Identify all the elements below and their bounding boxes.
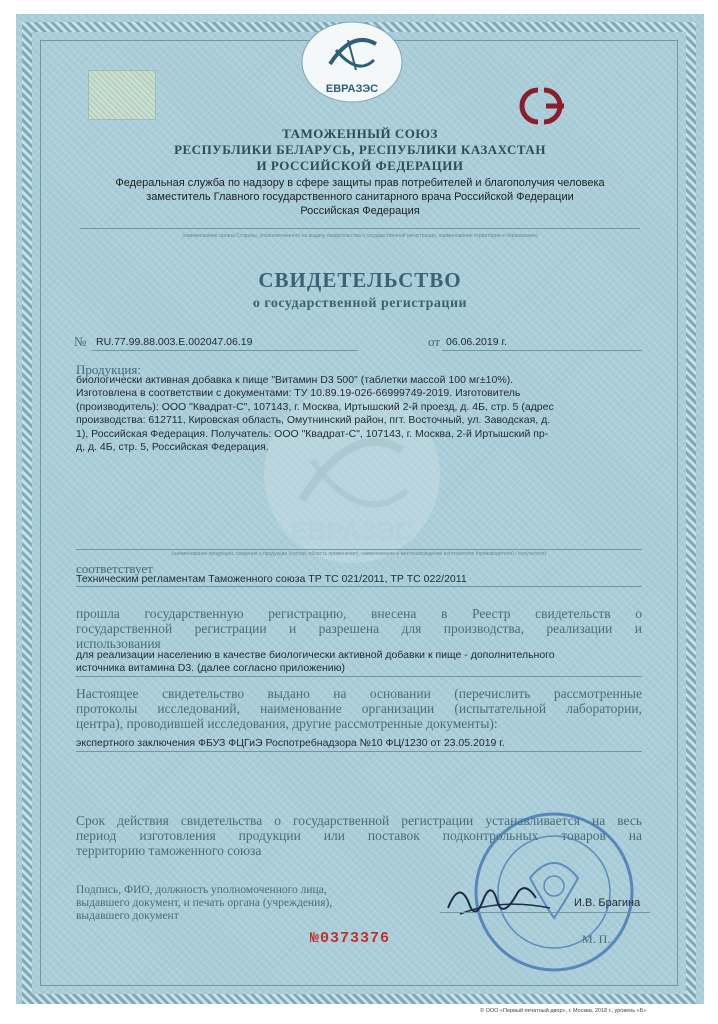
registration-line-1: прошла государственную регистрацию, внесена в Реестр свидетельств о <box>76 606 642 621</box>
logo-text: ЕВРАЗЭС <box>325 83 379 95</box>
conformity-label: соответствует <box>76 561 153 576</box>
header-line-1: ТАМОЖЕННЫЙ СОЮЗ <box>282 126 438 141</box>
agency-line-3: Российская Федерация <box>300 205 420 217</box>
agency-line-2: заместитель Главного государственного санитарного врача Российской Федерации <box>146 191 574 203</box>
basis-text: экспертного заключения ФБУЗ ФЦГиЭ Роспотребнадзора №10 ФЦ/1230 от 23.05.2019 г. <box>76 737 505 749</box>
signatory-name: И.В. Брагина <box>574 897 641 909</box>
date-rule <box>442 350 642 351</box>
product-line: (производитель): ООО "Квадрат-С", 107143, г. Москва, Иртышский 2-й проезд, д. 4Б, стр. 5 (адрес <box>76 400 554 413</box>
basis-line-2: протоколы исследований, наименование организации (испытательной лаборатории, <box>76 701 642 716</box>
header-line-3: И РОССИЙСКОЙ ФЕДЕРАЦИИ <box>256 158 464 173</box>
number-rule <box>92 350 358 351</box>
conformity-rule <box>76 586 642 587</box>
number-prefix: № <box>74 334 87 349</box>
registration-line-3: использования <box>76 636 161 651</box>
printer-imprint: © ООО «Первый печатный двор», г. Москва, 2018 г., уровень «Б» <box>480 1008 647 1014</box>
eurasec-emblem-icon <box>300 20 404 104</box>
signature-icon <box>440 868 560 928</box>
product-line: д, д. 4Б, стр. 5, Российская Федерация. <box>76 441 269 454</box>
hologram-sticker <box>88 70 156 120</box>
product-rule <box>76 549 642 550</box>
validity-line-2: период изготовления продукции или поставок подконтрольных товаров на <box>76 828 642 843</box>
signature-rule <box>440 912 650 913</box>
signature-label <box>76 884 332 923</box>
stamp-place-label: М. П. <box>582 932 611 946</box>
product-description <box>76 374 642 454</box>
basis-rule <box>76 751 642 752</box>
usage-line-2: источника витамина D3. (далее согласно приложению) <box>76 662 346 674</box>
usage-line-1: для реализации населению в качестве биологически активной добавки к пище - дополнительного <box>76 649 555 661</box>
conformity-text: Техническим регламентам Таможенного союза ТР ТС 021/2011, ТР ТС 022/2011 <box>76 573 467 585</box>
registration-line-2: государственной регистрации и разрешена для производства, реализации и <box>76 621 642 636</box>
product-caption: (наименование продукции, сведения о продукции (состав, область применения), наименование и местонахождение изготовителя (производителя) / получателя) <box>171 551 547 557</box>
basis-line-3: центра), проводившей исследования, другие рассмотренные документы): <box>76 716 498 731</box>
serial-number: №0373376 <box>310 930 391 947</box>
product-line: биологически активная добавка к пище "Витамин D3 500" (таблетки массой 100 мг±10%). <box>76 374 514 386</box>
header-line-2: РЕСПУБЛИКИ БЕЛАРУСЬ, РЕСПУБЛИКИ КАЗАХСТАН <box>174 142 546 157</box>
conformity-mark-icon <box>510 84 574 128</box>
product-line: 1), Российская Федерация. Получатель: ООО "Квадрат-С", 107143, г. Москва, 2-й Иртышский пр- <box>76 427 549 440</box>
validity-line-3: территорию таможенного союза <box>76 843 262 858</box>
validity-line-1: Срок действия свидетельства о государственной регистрации устанавливается на весь <box>76 813 642 828</box>
signature-label-line: выдавшего документ <box>76 910 179 922</box>
agency-line-1: Федеральная служба по надзору в сфере защиты прав потребителей и благополучия человека <box>115 177 605 189</box>
signature-label-line: Подпись, ФИО, должность уполномоченного лица, <box>76 884 327 896</box>
agency-caption: (наименование органа Стороны, уполномоченного на выдачу свидетельства о государственной регистрации, наименование территории и образование) <box>182 233 538 239</box>
document-subtitle: о государственной регистрации <box>252 296 468 311</box>
registration-date: 06.06.2019 г. <box>446 336 507 348</box>
basis-line-1: Настоящее свидетельство выдано на основании (перечислить рассмотренные <box>76 686 642 701</box>
agency-rule <box>80 228 640 229</box>
date-prefix: от <box>428 334 441 349</box>
product-line: производства: 612711, Кировская область, Омутнинский район, пгт. Восточный, ул. Заводская, д. <box>76 414 551 427</box>
product-label: Продукция: <box>76 362 141 377</box>
watermark-text: ЕВРАЗЭС <box>290 516 414 546</box>
signature-label-line: выдавшего документ, и печать органа (учреждения), <box>76 897 333 909</box>
product-line: Изготовлена в соответствии с документами: ТУ 10.89.19-026-66999749-2019. Изготовитель <box>76 387 521 400</box>
registration-number: RU.77.99.88.003.Е.002047.06.19 <box>96 336 253 348</box>
document-title: СВИДЕТЕЛЬСТВО <box>258 268 462 292</box>
usage-rule <box>76 676 642 677</box>
